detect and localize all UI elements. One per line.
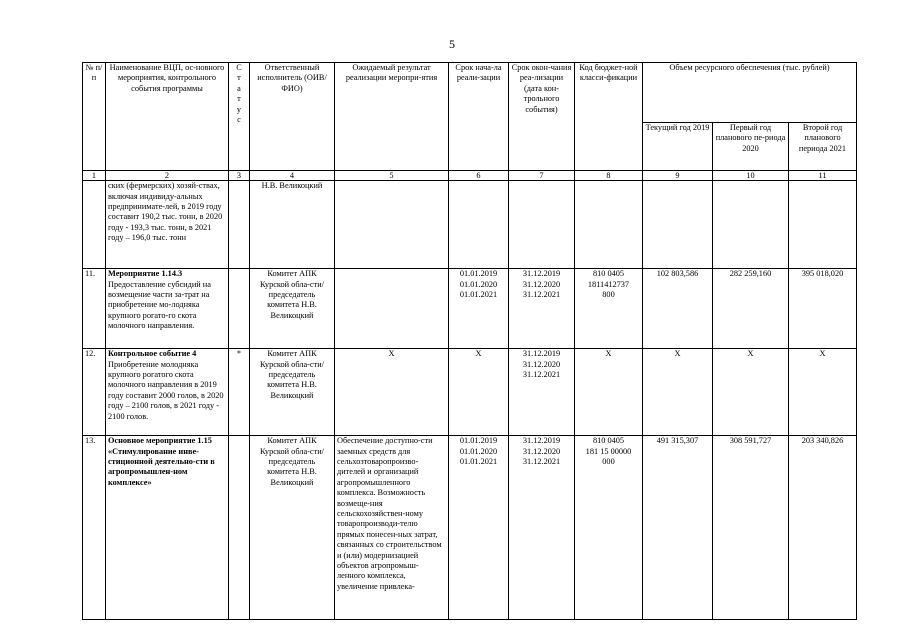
row-executor: Комитет АПК Курской обла-сти/председатель комитета Н.В. Великоцкий: [250, 349, 335, 436]
header-end: Срок окон-чания реа-лизации (дата кон-трольного события): [509, 63, 575, 171]
row-status: [229, 269, 250, 349]
row-status: [229, 436, 250, 620]
header-name: Наименование ВЦП, ос-новного мероприятия, контрольного события программы: [106, 63, 229, 171]
row-name: [106, 349, 229, 436]
header-status: С т а т у с: [229, 63, 250, 171]
row-end: 31.12.2019 31.12.2020 31.12.2021: [509, 436, 575, 620]
row-2020: 282 259,160: [713, 269, 789, 349]
column-number: 11: [789, 171, 857, 181]
column-number: 6: [449, 171, 509, 181]
column-number: 7: [509, 171, 575, 181]
row-result: [335, 269, 449, 349]
program-table: [82, 62, 857, 620]
table-row: [83, 349, 857, 436]
row-executor: Н.В. Великоцкий: [250, 181, 335, 269]
header-result: Ожидаемый результат реализации меропри-ятия: [335, 63, 449, 171]
row-result: Х: [335, 349, 449, 436]
row-2021: 203 340,826: [789, 436, 857, 620]
column-number: 10: [713, 171, 789, 181]
row-status: [229, 181, 250, 269]
row-name: [106, 269, 229, 349]
row-2021: 395 018,020: [789, 269, 857, 349]
row-2021: Х: [789, 349, 857, 436]
row-code: Х: [575, 349, 643, 436]
row-2019: 102 803,586: [643, 269, 713, 349]
row-2021: [789, 181, 857, 269]
row-number: 11.: [83, 269, 106, 349]
row-2019: Х: [643, 349, 713, 436]
row-status: *: [229, 349, 250, 436]
column-number: 2: [106, 171, 229, 181]
row-name-text: Приобретение молодняка крупного рогатого скота молочного направления в 2019 году составит 2000 голов, в 2020 году – 2100 голов, в 2021 году - 2100 голов.: [108, 359, 224, 421]
table-row: [83, 436, 857, 620]
row-result: Обеспечение доступно-сти заемных средств для сельхозтоваропроизво-дителей и организаций агропромышленного комплекса. Возможность возмеще-ния сельскохозяйствен-ному товаропроизводи-телю прямых понесен-ных затрат, связанных со строительством и (или) модернизацией объектов агропромыш-ленного комплекса, увеличение привлека-: [335, 436, 449, 620]
row-start: [449, 181, 509, 269]
row-start: 01.01.2019 01.01.2020 01.01.2021: [449, 436, 509, 620]
header-resource-group: Объем ресурсного обеспечения (тыс. рублей): [643, 63, 857, 123]
row-2020: [713, 181, 789, 269]
page-number: 5: [449, 37, 455, 51]
header-year-2019: Текущий год 2019: [643, 123, 713, 171]
row-2019: 491 315,307: [643, 436, 713, 620]
table-row: [83, 269, 857, 349]
row-executor: Комитет АПК Курской обла-сти/председатель комитета Н.В. Великоцкий: [250, 436, 335, 620]
row-name-title: Основное мероприятие 1.15 «Стимулирование инве-стиционной деятельно-сти в агропромышлен-ном комплексе»: [108, 436, 215, 487]
row-number: 13.: [83, 436, 106, 620]
row-end: [509, 181, 575, 269]
header-year-2020: Первый год планового пе-риода 2020: [713, 123, 789, 171]
row-2020: 308 591,727: [713, 436, 789, 620]
header-code: Код бюджет-ной класси-фикации: [575, 63, 643, 171]
header-start: Срок нача-ла реали-зации: [449, 63, 509, 171]
row-executor: Комитет АПК Курской обла-сти/председатель комитета Н.В. Великоцкий: [250, 269, 335, 349]
row-name: [106, 181, 229, 269]
row-2019: [643, 181, 713, 269]
row-code: [575, 181, 643, 269]
header-number: № п/ п: [83, 63, 106, 171]
row-number: 12.: [83, 349, 106, 436]
row-start: 01.01.2019 01.01.2020 01.01.2021: [449, 269, 509, 349]
row-end: 31.12.2019 31.12.2020 31.12.2021: [509, 349, 575, 436]
row-result: [335, 181, 449, 269]
row-name-title: Мероприятие 1.14.3: [108, 269, 183, 279]
column-number: 4: [250, 171, 335, 181]
row-code: 810 0405 181 15 00000 000: [575, 436, 643, 620]
header-executor: Ответственный исполнитель (ОИВ/ФИО): [250, 63, 335, 171]
row-name: [106, 436, 229, 620]
row-number: [83, 181, 106, 269]
header-year-2021: Второй год планового периода 2021: [789, 123, 857, 171]
table-row: [83, 181, 857, 269]
row-end: 31.12.2019 31.12.2020 31.12.2021: [509, 269, 575, 349]
column-number: 1: [83, 171, 106, 181]
header-row: [83, 63, 857, 123]
row-name-text: Предоставление субсидий на возмещение части за-трат на приобретение мо-лодняка крупного рогато-го скота молочного направления.: [108, 279, 211, 331]
row-code: 810 0405 1811412737 800: [575, 269, 643, 349]
column-number: 3: [229, 171, 250, 181]
row-2020: Х: [713, 349, 789, 436]
column-number: 9: [643, 171, 713, 181]
row-start: Х: [449, 349, 509, 436]
column-numbers-row: [83, 171, 857, 181]
row-name-title: Контрольное событие 4: [108, 349, 197, 359]
row-name-text: ских (фермерских) хозяй-ствах, включая индивиду-альных предпринимате-лей, в 2019 году составит 190,2 тыс. тонн, в 2020 году - 193,3 тыс. тонн, в 2021 году – 196,0 тыс. тонн: [108, 181, 223, 243]
column-number: 5: [335, 171, 449, 181]
column-number: 8: [575, 171, 643, 181]
